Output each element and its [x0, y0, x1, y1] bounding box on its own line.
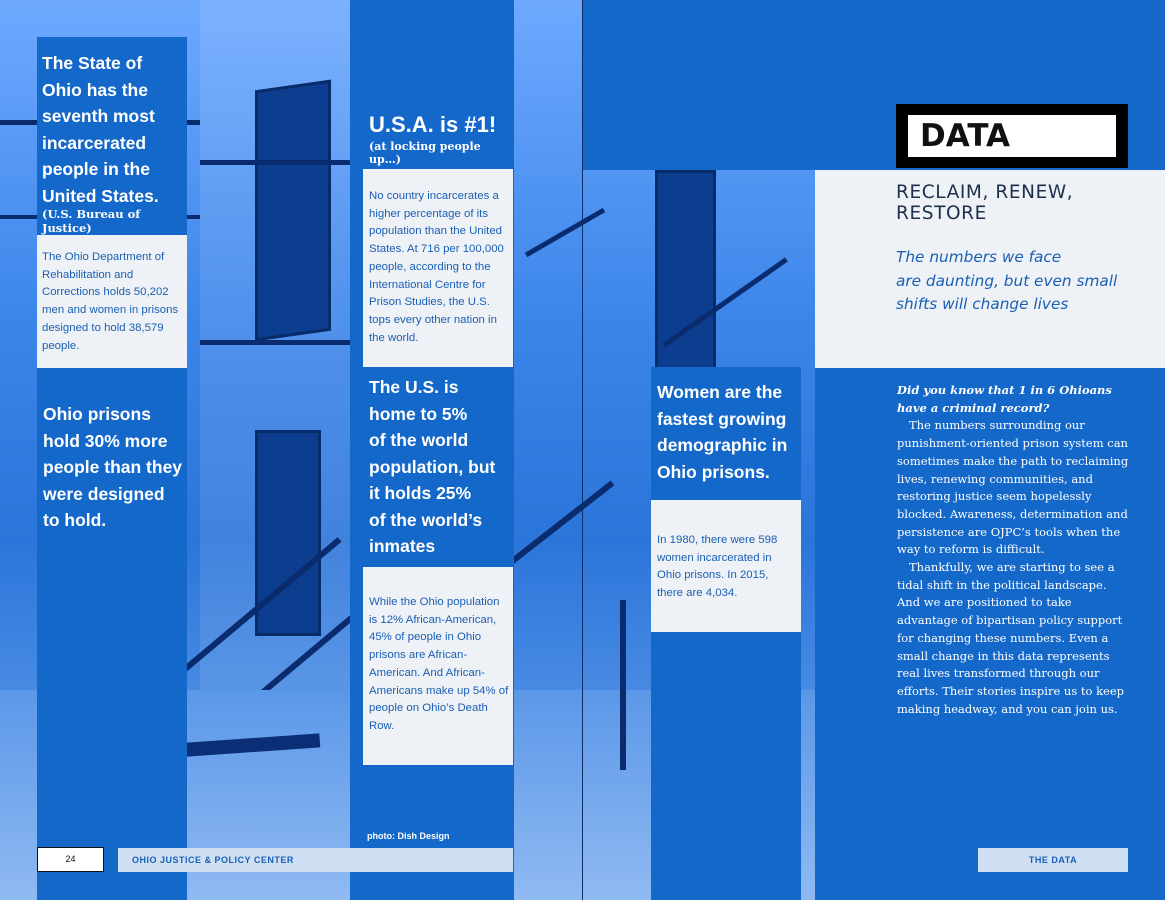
footer-section-text: THE DATA	[1028, 855, 1078, 865]
photo-credit: photo: Dish Design	[367, 831, 450, 841]
col2-headline2: The U.S. is home to 5% of the world population, but it holds 25% of the world’s inmates	[369, 377, 496, 556]
col2-body2: While the Ohio population is 12% African-American, 45% of people in Ohio prisons are African-American. And African-Americans make up 54% of people on Ohio’s Death Row.	[369, 596, 509, 732]
footer-org	[118, 848, 513, 872]
right-body-text	[897, 382, 1129, 718]
footer-org-label: OHIO JUSTICE & POLICY CENTER	[132, 855, 294, 865]
col2-subhead: (at locking people up…)	[369, 140, 481, 166]
col1-headline: The State of Ohio has the seventh most incarcerated people in the United States.	[42, 53, 159, 206]
col1-body: The Ohio Department of Rehabilitation and Corrections holds 50,202 men and women in prisons designed to hold 38,579 people.	[42, 251, 179, 352]
col3-strip	[583, 0, 815, 170]
footer-section-label	[978, 848, 1128, 872]
col2-body-panel	[363, 169, 513, 367]
right-question: Did you know that 1 in 6 Ohioans have a criminal record?	[897, 383, 1112, 415]
col2-headline: U.S.A. is #1!	[369, 112, 497, 137]
right-para1: The numbers surrounding our punishment-oriented prison system can sometimes make the path to reclaiming lives, renewing communities, and restoring justice seem hopelessly blocked. Awareness, determination and persistence are OJPC’s tools when the way to reform is difficult.	[897, 418, 1129, 557]
page-spine	[582, 0, 583, 900]
col3-body: In 1980, there were 598 women incarcerated in Ohio prisons. In 2015, there are 4,034.	[657, 534, 778, 600]
col2-body: No country incarcerates a higher percentage of its population than the United States. At 716 per 100,000 people, according to the International Centre for Prison Studies, the U.S. tops every other nation in the world.	[369, 190, 504, 344]
page-number: 24	[65, 854, 76, 864]
col1-source: (U.S. Bureau of Justice)	[42, 207, 141, 235]
right-tagline: The numbers we face are daunting, but even small shifts will change lives	[896, 248, 1118, 313]
col3-headline: Women are the fastest growing demographic in Ohio prisons.	[657, 382, 788, 482]
col1-headline2: Ohio prisons hold 30% more people than they were designed to hold.	[43, 404, 183, 530]
right-subtitle: RECLAIM, RENEW, RESTORE	[896, 182, 1074, 224]
page-number-box	[37, 847, 104, 872]
col3-body-panel	[651, 500, 801, 632]
right-para2: Thankfully, we are starting to see a tidal shift in the political landscape. And we are positioned to take advantage of bipartisan policy support for changing these numbers. Even a small change in this data represents real lives transformed through our efforts. Their stories inspire us to keep making headway, and you can join us.	[897, 560, 1125, 716]
data-title: DATA	[908, 115, 1116, 157]
col2-body2-panel	[363, 567, 513, 765]
col1-body-panel	[37, 235, 187, 368]
